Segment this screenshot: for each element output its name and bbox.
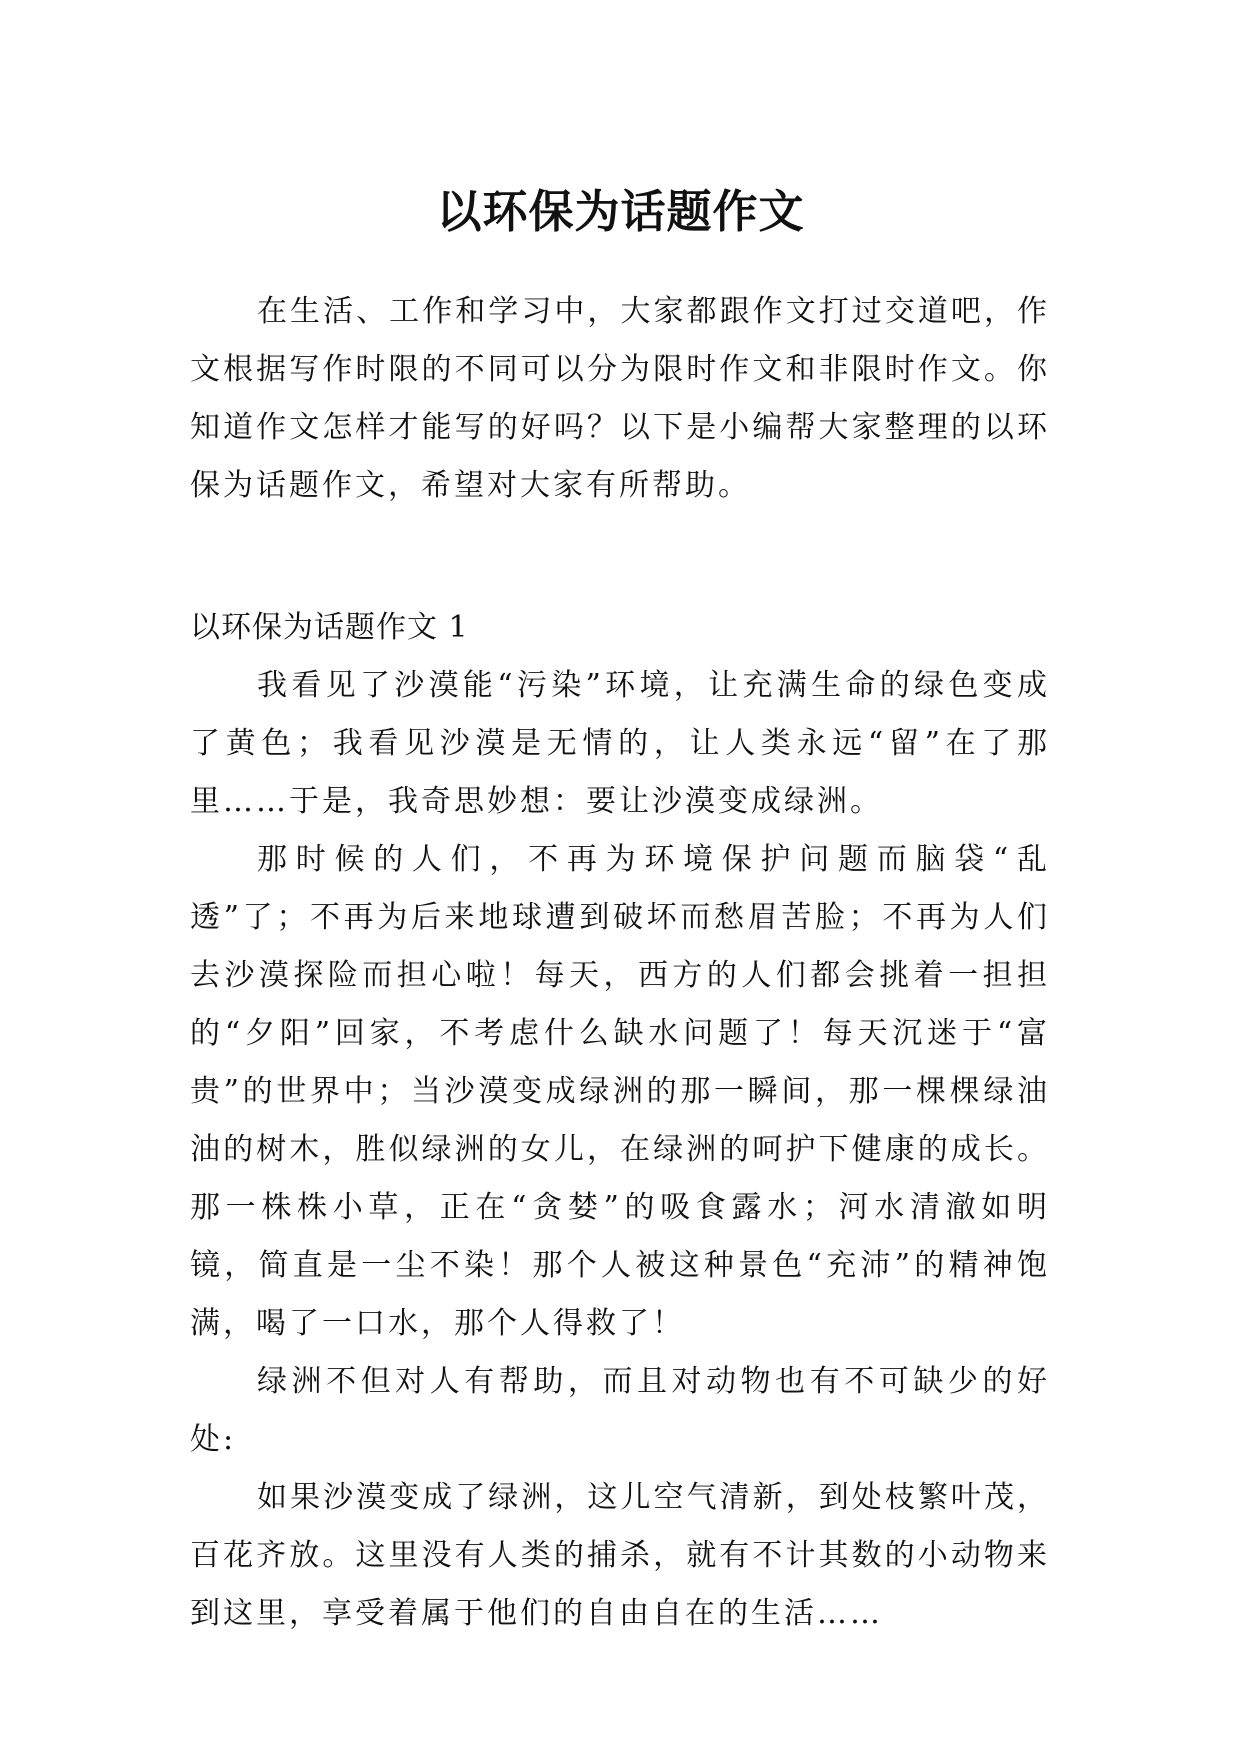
body-paragraph: 绿洲不但对人有帮助，而且对动物也有不可缺少的好处: — [190, 1364, 1050, 1457]
body-paragraph: 那时候的人们，不再为环境保护问题而脑袋“乱透”了；不再为后来地球遭到破坏而愁眉苦脸；不再为人们去沙漠探险而担心啦！每天，西方的人们都会挑着一担担的“夕阳”回家，不考虑什么缺水问题了！每天沉迷于“富贵”的世界中；当沙漠变成绿洲的那一瞬间，那一棵棵绿油油的树木，胜似绿洲的女儿，在绿洲的呵护下健康的成长。那一株株小草，正在“贪婪”的吸食露水；河水清澈如明镜，简直是一尘不染！那个人被这种景色“充沛”的精神饱满，喝了一口水，那个人得救了！ — [190, 842, 1050, 1341]
body-paragraph: 我看见了沙漠能“污染”环境，让充满生命的绿色变成了黄色；我看见沙漠是无情的，让人类永远“留”在了那里……于是，我奇思妙想：要让沙漠变成绿洲。 — [190, 668, 1050, 819]
body-paragraph: 如果沙漠变成了绿洲，这儿空气清新，到处枝繁叶茂，百花齐放。这里没有人类的捕杀，就有不计其数的小动物来到这里，享受着属于他们的自由自在的生活…… — [190, 1480, 1050, 1631]
document-title: 以环保为话题作文 — [436, 185, 805, 239]
section-heading: 以环保为话题作文 1 — [190, 610, 469, 645]
intro-paragraph: 在生活、工作和学习中，大家都跟作文打过交道吧，作文根据写作时限的不同可以分为限时作文和非限时作文。你知道作文怎样才能写的好吗？以下是小编帮大家整理的以环保为话题作文，希望对大家有所帮助。 — [190, 294, 1050, 503]
document-body — [190, 283, 1050, 1643]
